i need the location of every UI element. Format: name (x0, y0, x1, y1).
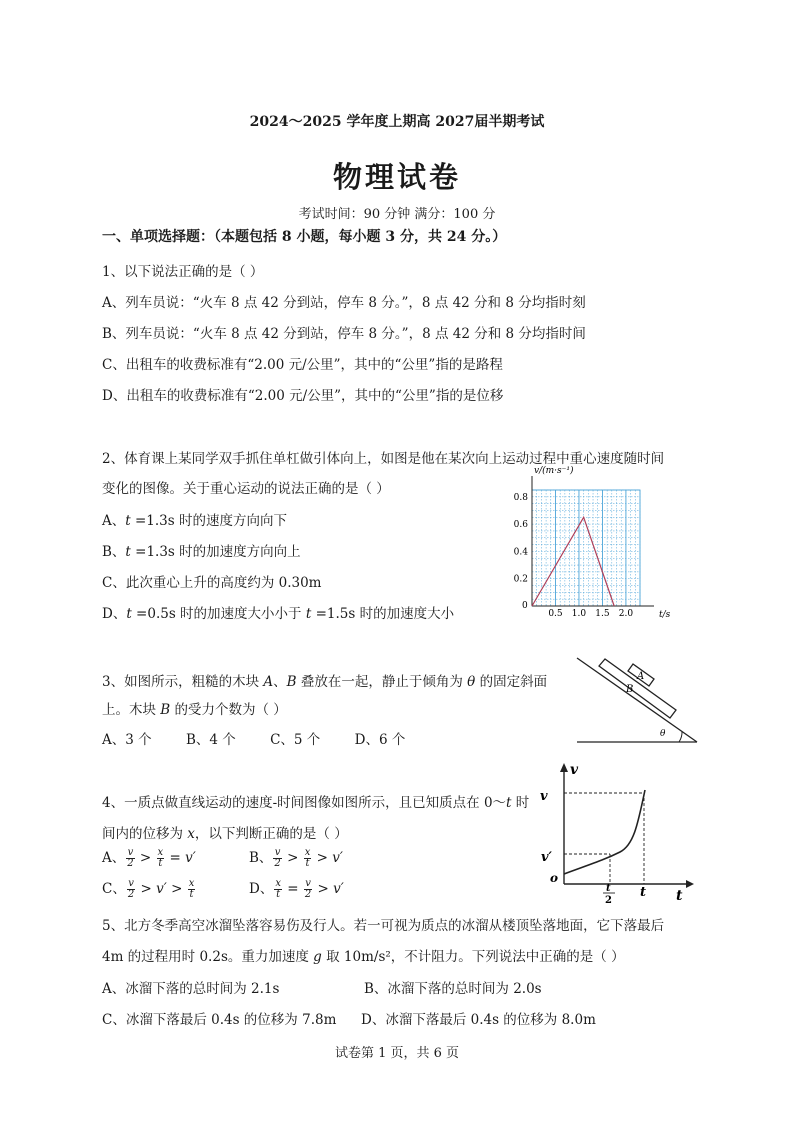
vt-curve-figure (536, 760, 696, 906)
page-footer: 试卷第 1 页，共 6 页 (334, 1046, 460, 1061)
q4-option-b: B、 $\frac{v}{2}$ > $\frac{x}{t}$ > v′ (249, 847, 343, 869)
y-tick-label: 0.8 (513, 492, 528, 503)
block-b-label: B (626, 684, 634, 695)
q5-option-b: B、冰溜下落的总时间为 2.0s (364, 981, 542, 997)
q1-option-b: B、列车员说：“火车 8 点 42 分到站，停车 8 分。”，8 点 42 分和 8 分均指时间 (102, 326, 586, 342)
y-tick-label: 0.2 (513, 574, 528, 585)
q5-option-d: D、冰溜下落最后 0.4s 的位移为 8.0m (361, 1012, 596, 1028)
q2-option-d: D、t =0.5s 时的加速度大小小于 t =1.5s 时的加速度大小 (102, 606, 455, 622)
t-end-label: t (640, 885, 647, 900)
v-end-label: v (540, 789, 548, 804)
chart-xlabel: t/s (659, 610, 671, 620)
x-tick-label: 0.5 (548, 609, 563, 619)
q1-option-a: A、列车员说：“火车 8 点 42 分到站，停车 8 分。”，8 点 42 分和 8 分均指时刻 (102, 295, 586, 311)
x-tick-label: 1.0 (571, 609, 587, 619)
x-tick-label: 2.0 (618, 609, 634, 619)
half-t-num: t (606, 883, 611, 894)
chart-origin: 0 (522, 601, 528, 611)
incline-figure (575, 652, 701, 746)
origin-label: o (550, 871, 559, 885)
x-tick-label: 1.5 (595, 609, 610, 619)
y-tick-label: 0.4 (513, 547, 528, 558)
q2-stem-line1: 2、体育课上某同学双手抓住单杠做引体向上，如图是他在某次向上运动过程中重心速度随时间 (102, 451, 665, 467)
angle-theta-label: θ (660, 729, 666, 739)
q4-option-c: C、 $\frac{v}{2}$ > v′ > $\frac{x}{t}$ (102, 878, 195, 900)
q1-option-d: D、出租车的收费标准有“2.00 元/公里”，其中的“公里”指的是位移 (102, 388, 504, 404)
q3-stem-line1: 3、如图所示，粗糙的木块 A、B 叠放在一起，静止于倾角为 θ 的固定斜面 (102, 674, 548, 690)
q1-option-c: C、出租车的收费标准有“2.00 元/公里”，其中的“公里”指的是路程 (102, 357, 503, 373)
exam-line: 2024～2025 学年度上期高 2027届半期考试 (249, 114, 545, 130)
q5-option-c: C、冰溜下落最后 0.4s 的位移为 7.8m (102, 1012, 337, 1028)
page-title: 物理试卷 (332, 160, 461, 194)
q5-option-a: A、冰溜下落的总时间为 2.1s (102, 981, 280, 997)
half-t-den: 2 (605, 895, 612, 906)
velocity-time-chart (508, 462, 680, 624)
chart-grid (532, 476, 654, 606)
exam-time-info: 考试时间：90 分钟 满分：100 分 (298, 207, 496, 222)
q4-stem-line2: 间内的位移为 x，以下判断正确的是（ ） (102, 826, 348, 842)
v-prime-label: v′ (541, 850, 552, 865)
section-heading: 一、单项选择题：（本题包括 8 小题，每小题 3 分，共 24 分。） (102, 229, 507, 245)
q2-option-b: B、t =1.3s 时的加速度方向向上 (102, 544, 301, 560)
q4-stem-line1: 4、一质点做直线运动的速度-时间图像如图所示，且已知质点在 0～t 时 (102, 795, 530, 811)
q2-option-c: C、此次重心上升的高度约为 0.30m (102, 575, 322, 591)
q5-stem-line1: 5、北方冬季高空冰溜坠落容易伤及行人。若一可视为质点的冰溜从楼顶坠落地面，它下落最后 (102, 918, 665, 934)
q3-stem-line2: 上。木块 B 的受力个数为（ ） (102, 702, 287, 718)
q4-option-d: D、 $\frac{x}{t}$ = $\frac{v}{2}$ > v′ (249, 878, 344, 900)
q2-option-a: A、t =1.3s 时的速度方向向下 (102, 513, 287, 529)
velocity-curve (564, 790, 645, 874)
q3-options: A、3 个 B、4 个 C、5 个 D、6 个 (102, 732, 406, 748)
q1-stem: 1、以下说法正确的是（ ） (102, 264, 264, 280)
q2-stem-line2: 变化的图像。关于重心运动的说法正确的是（ ） (102, 481, 390, 497)
q4-option-a: A、 $\frac{v}{2}$ > $\frac{x}{t}$ = v′ (102, 847, 196, 869)
q5-stem-line2: 4m 的过程用时 0.2s。重力加速度 g 取 10m/s²，不计阻力。下列说法中正确的是（ ） (102, 949, 625, 965)
t-axis-label: t (676, 888, 683, 904)
chart-plot-area (532, 490, 640, 606)
block-a-label: A (637, 671, 645, 682)
chart-ylabel: v/(m·s⁻¹) (534, 466, 574, 476)
y-tick-label: 0.6 (513, 520, 528, 531)
v-axis-label: v (570, 762, 579, 778)
